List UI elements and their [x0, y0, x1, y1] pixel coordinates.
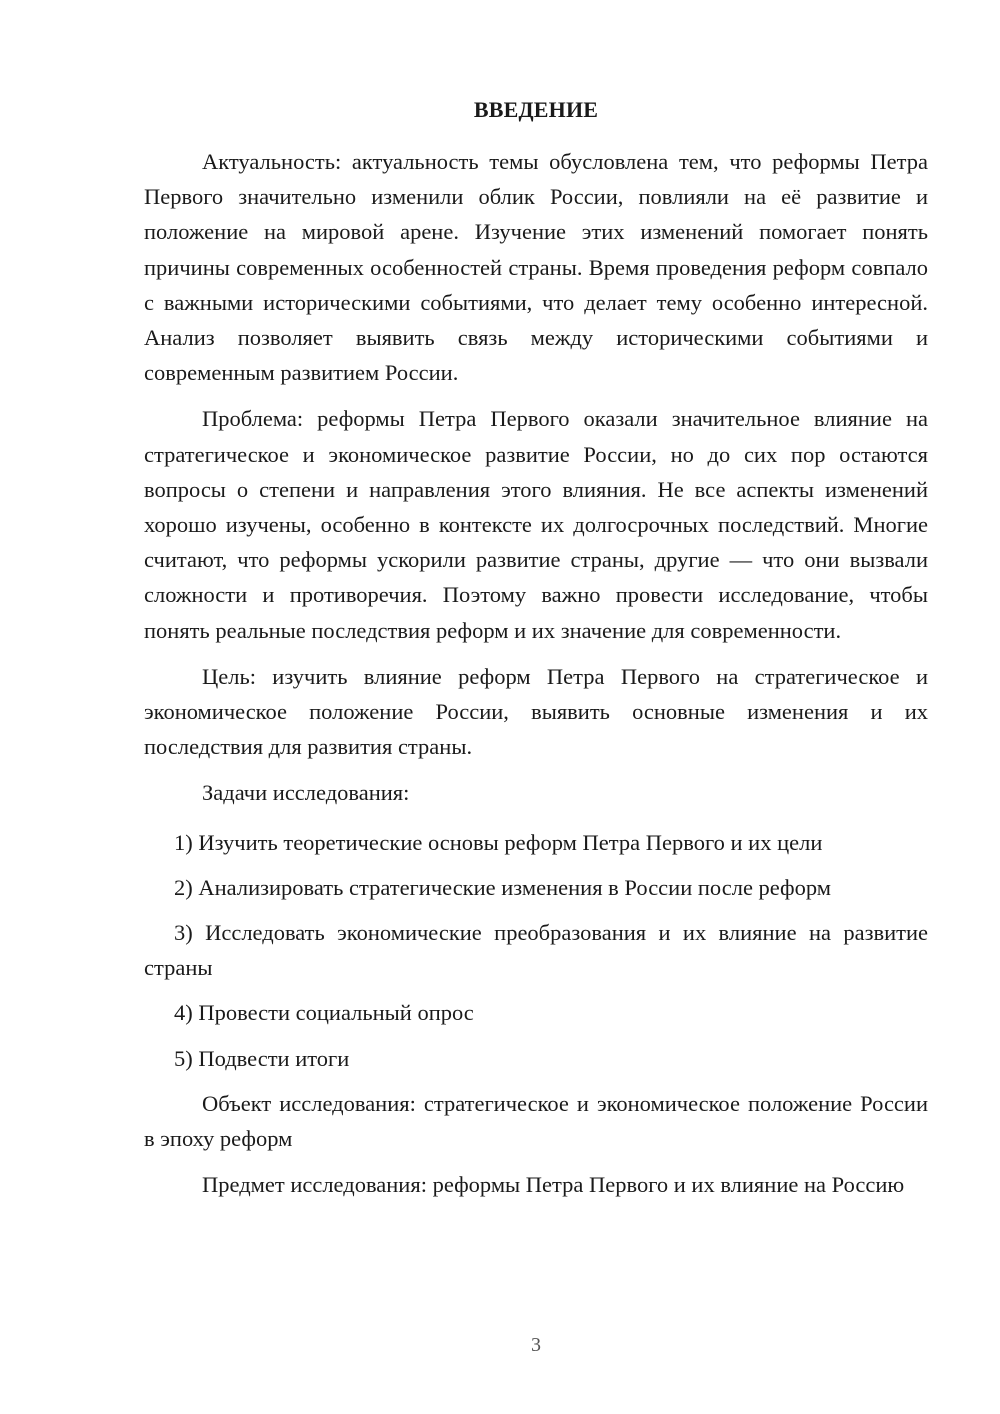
task-item: 4) Провести социальный опрос: [174, 1000, 474, 1026]
page-title: ВВЕДЕНИЕ: [473, 97, 599, 122]
tasks-list: [144, 825, 928, 1076]
object-paragraph: Объект исследования: стратегическое и экономическое положение России в эпоху реформ: [144, 1090, 928, 1152]
subject-paragraph: Предмет исследования: реформы Петра Первого и их влияние на Россию: [202, 1172, 905, 1198]
goal-paragraph: Цель: изучить влияние реформ Петра Первого на стратегическое и экономическое положение России, выявить основные изменения и их последствия для развития страны.: [144, 663, 928, 760]
relevance-paragraph: Актуальность: актуальность темы обусловлена тем, что реформы Петра Первого значительно изменили облик России, повлияли на её развитие и положение на мировой арене. Изучение этих изменений помогает понять причины современных особенностей страны. Время проведения реформ совпало с важными историческими событиями, что делает тему особенно интересной. Анализ позволяет выявить связь между историческими событиями и современным развитием России.: [144, 149, 928, 386]
task-item: 2) Анализировать стратегические изменения в России после реформ: [174, 874, 832, 900]
page-number: 3: [531, 1334, 541, 1356]
problem-paragraph: Проблема: реформы Петра Первого оказали значительное влияние на стратегическое и экономическое развитие России, но до сих пор остаются вопросы о степени и направления этого влияния. Не все аспекты изменений хорошо изучены, особенно в контексте их долгосрочных последствий. Многие считают, что реформы ускорили развитие страны, другие — что они вызвали сложности и противоречия. Поэтому важно провести исследование, чтобы понять реальные последствия реформ и их значение для современности.: [144, 406, 928, 643]
task-item: 1) Изучить теоретические основы реформ Петра Первого и их цели: [174, 829, 823, 855]
task-item: 5) Подвести итоги: [174, 1045, 350, 1071]
tasks-heading: Задачи исследования:: [202, 780, 410, 806]
task-item: 3) Исследовать экономические преобразования и их влияние на развитие страны: [144, 920, 928, 981]
page-content: [144, 94, 928, 1213]
